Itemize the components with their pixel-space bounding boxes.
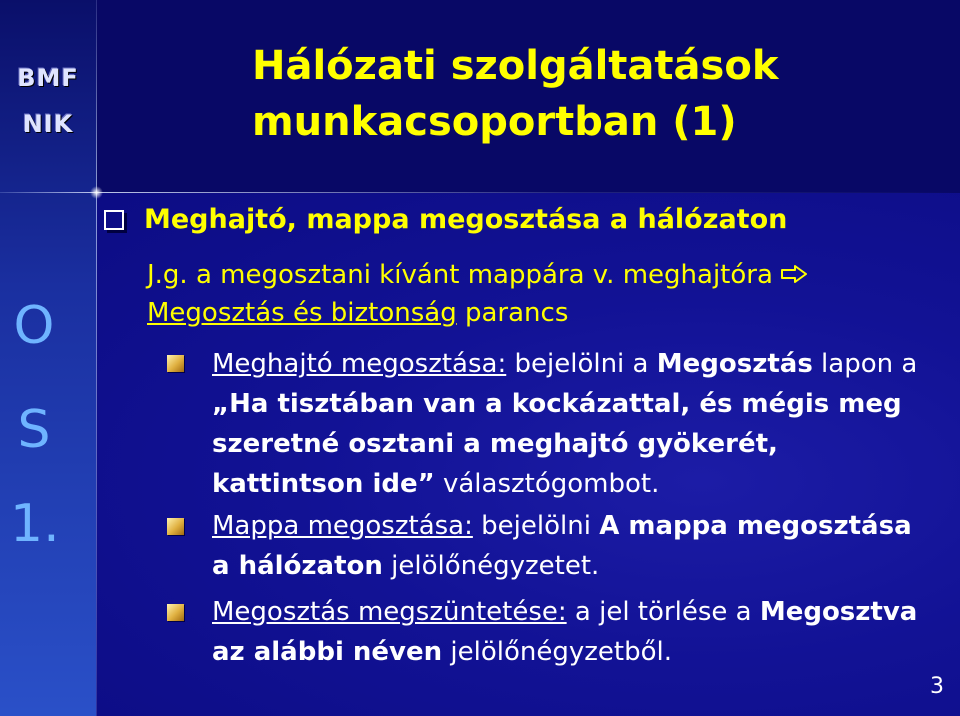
side-letter-o: O [13, 296, 55, 356]
item-label: Meghajtó megosztása: [212, 349, 507, 379]
item-bold: „Ha tisztában van a kockázattal, és mégis meg szeretné osztani a meghajtó gyökerét, kattintson ide” [212, 389, 902, 499]
item-text: választógombot. [434, 469, 660, 499]
square-bullet-icon [167, 518, 184, 535]
title-line-2: munkacsoportban (1) [252, 99, 737, 145]
checkbox-bullet-icon [104, 210, 124, 230]
item-label: Mappa megosztása: [212, 511, 473, 541]
intro-line-2 [147, 298, 568, 328]
item-text: jelölőnégyzetet. [382, 551, 600, 581]
intro-command: Megosztás és biztonság [147, 298, 457, 328]
item-text: bejelölni [472, 511, 600, 541]
logo-bmf: BMF [17, 64, 79, 92]
side-number: 1. [10, 494, 60, 554]
arrow-right-icon [781, 265, 807, 283]
item-drive-sharing [212, 344, 932, 504]
logo-nik: NIK [22, 110, 74, 138]
page-number: 3 [930, 674, 944, 699]
item-text: bejelölni a [506, 349, 657, 379]
item-label: Megosztás megszüntetése: [212, 597, 567, 627]
intro-line-1 [147, 260, 807, 290]
item-text: a jel törlése a [566, 597, 760, 627]
vertical-divider [96, 0, 97, 716]
item-bold: A mappa megosztása a hálózaton [212, 511, 912, 581]
title-line-1: Hálózati szolgáltatások [252, 43, 779, 89]
intro-line-1-text: J.g. a megosztani kívánt mappára v. meghajtóra [147, 260, 773, 290]
horizontal-divider [0, 192, 960, 193]
intro-line-2-text: parancs [456, 298, 569, 328]
main-bullet-text: Meghajtó, mappa megosztása a hálózaton [144, 204, 788, 235]
square-bullet-icon [167, 355, 184, 372]
square-bullet-icon [167, 604, 184, 621]
item-stop-sharing [212, 592, 932, 672]
item-bold: Megosztva az alábbi néven [212, 597, 918, 667]
side-letter-s: S [17, 400, 51, 460]
slide-title [252, 38, 932, 150]
item-text: jelölőnégyzetből. [442, 637, 673, 667]
left-strip [0, 0, 96, 716]
item-text: lapon a [812, 349, 918, 379]
item-bold: Megosztás [656, 349, 813, 379]
item-folder-sharing [212, 506, 932, 586]
sparkle-icon [90, 186, 103, 199]
